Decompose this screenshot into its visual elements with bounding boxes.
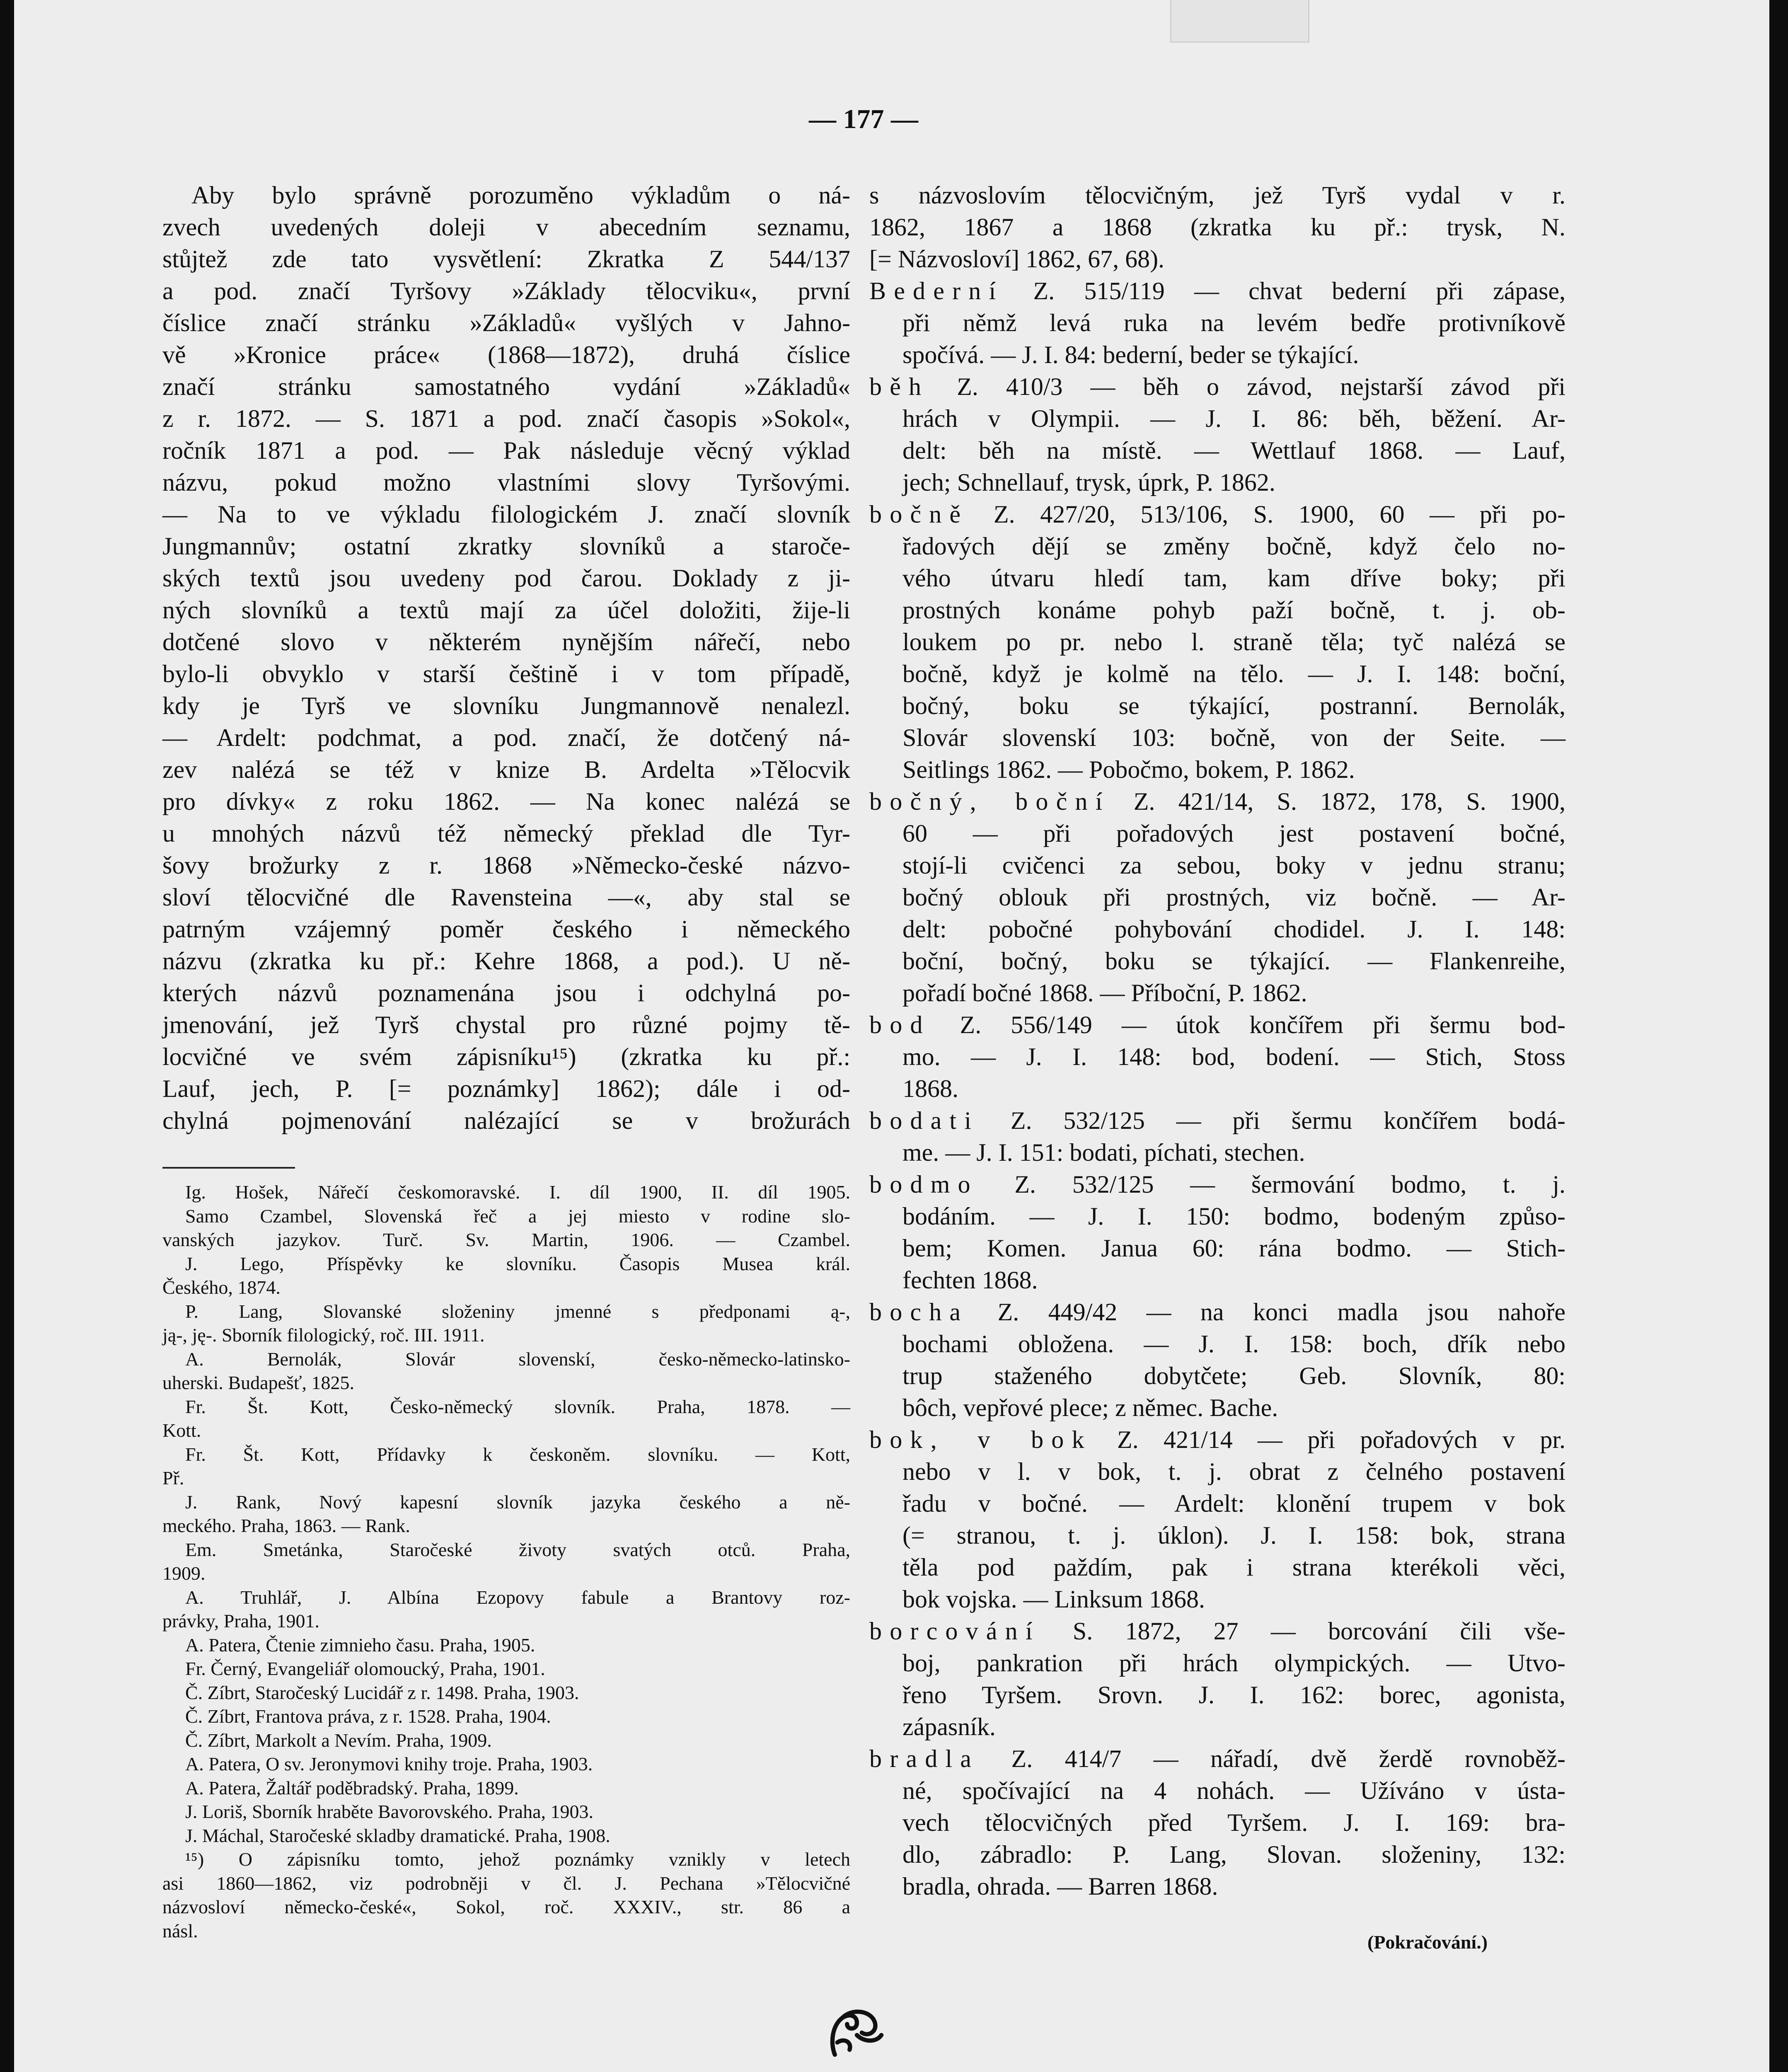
entry-first-line: bodati Z. 532/125 — při šermu končířem bodá- <box>869 1107 1565 1134</box>
entry-line: delt: běh na místě. — Wettlauf 1868. — Lauf, <box>902 437 1565 464</box>
footnote-line: J. Rank, Nový kapesní slovník jazyka českého a ně- <box>185 1491 850 1513</box>
footnote-line: uherski. Budapešť, 1825. <box>162 1372 354 1393</box>
entry-line: bok vojska. — Linksum 1868. <box>902 1585 1205 1613</box>
body-line: stůjtež zde tato vysvětlení: Zkratka Z 544/137 <box>162 245 850 273</box>
footnote-line: Fr. Št. Kott, Česko-německý slovník. Praha, 1878. — <box>185 1396 850 1417</box>
footnote-line: ¹⁵) O zápisníku tomto, jehož poznámky vznikly v letech <box>185 1849 850 1870</box>
body-line: ských textů jsou uvedeny pod čarou. Doklady z ji- <box>162 564 850 592</box>
entry-line: hrách v Olympii. — J. I. 86: běh, běžení. Ar- <box>902 405 1565 432</box>
body-line: ročník 1871 a pod. — Pak následuje věcný výklad <box>162 437 850 464</box>
footnote-line: A. Patera, O sv. Jeronymovi knihy troje. Praha, 1903. <box>185 1753 593 1774</box>
footnote-line: J. Máchal, Staročeské skladby dramatické. Praha, 1908. <box>185 1825 610 1846</box>
footnote-line: A. Truhlář, J. Albína Ezopovy fabule a Brantovy roz- <box>185 1586 850 1608</box>
entry-first-line: borcování S. 1872, 27 — borcování čili vše- <box>869 1617 1565 1645</box>
entry-headword: bod <box>869 1011 931 1038</box>
intro-line: s názvoslovím tělocvičným, jež Tyrš vydal v r. <box>869 182 1565 209</box>
entry-line: bem; Komen. Janua 60: rána bodmo. — Stich- <box>902 1234 1565 1262</box>
entry-headword: bodmo <box>869 1171 978 1198</box>
footnote-line: A. Bernolák, Slovár slovenskí, česko-německo-latinsko- <box>185 1348 850 1370</box>
body-line: zev nalézá se též v knize B. Ardelta »Tělocvik <box>162 756 850 783</box>
entry-line: bradla, ohrada. — Barren 1868. <box>902 1873 1218 1900</box>
body-line: značí stránku samostatného vydání »Základů« <box>162 373 850 400</box>
entry-headword: bočně <box>869 501 969 528</box>
footnote-line: J. Lego, Příspěvky ke slovníku. Časopis Musea král. <box>185 1253 850 1274</box>
page-number: — 177 — <box>809 104 918 134</box>
footnote-line: názvosloví německo-české«, Sokol, roč. XXXIV., str. 86 a <box>162 1896 850 1917</box>
footnote-line: vanských jazykov. Turč. Sv. Martin, 1906. — Czambel. <box>162 1229 850 1250</box>
body-line: názvu (zkratka ku př.: Kehre 1868, a pod.). U ně- <box>162 947 850 975</box>
entry-line: řadu v bočné. — Ardelt: klonění trupem v bok <box>902 1490 1565 1517</box>
footnote-line: meckého. Praha, 1863. — Rank. <box>162 1515 410 1536</box>
entry-line: řeno Tyršem. Srovn. J. I. 162: borec, agonista, <box>902 1681 1565 1709</box>
entry-first-line: běh Z. 410/3 — běh o závod, nejstarší závod při <box>869 373 1565 400</box>
entry-headword: bočný, boční <box>869 788 1111 815</box>
entry-first-line: bocha Z. 449/42 — na konci madla jsou nahoře <box>869 1298 1565 1326</box>
entry-line: Slovár slovenskí 103: bočně, von der Seite. — <box>902 724 1565 751</box>
entry-line: 60 — při pořadových jest postavení bočné, <box>902 820 1565 847</box>
body-line: patrným vzájemný poměr českého i německého <box>162 915 850 943</box>
intro-line: [= Názvosloví] 1862, 67, 68). <box>869 245 1165 273</box>
entry-line: spočívá. — J. I. 84: bederní, beder se týkající. <box>902 341 1359 368</box>
entry-line: pořadí bočné 1868. — Příboční, P. 1862. <box>902 979 1307 1007</box>
entry-line: stojí-li cvičenci za sebou, boky v jednu stranu; <box>902 852 1565 879</box>
entry-headword: bok, v bok <box>869 1426 1092 1453</box>
entry-headword: bradla <box>869 1745 980 1772</box>
body-line: bylo-li obvyklo v starší češtině i v tom případě, <box>162 660 850 687</box>
entry-first-line: bok, v bok Z. 421/14 — při pořadových v pr. <box>869 1426 1566 1453</box>
entry-line: 1868. <box>902 1075 958 1102</box>
printer-ornament-icon <box>825 2006 887 2060</box>
entry-line: nebo v l. v bok, t. j. obrat z čelného postavení <box>902 1458 1565 1485</box>
entry-line: těla pod paždím, pak i strana kterékoli věci, <box>902 1554 1565 1581</box>
footnote-rule <box>162 1167 295 1169</box>
body-line: locvičné ve svém zápisníku¹⁵) (zkratka ku př.: <box>162 1043 850 1070</box>
body-line: a pod. značí Tyršovy »Základy tělocviku«, první <box>162 277 850 305</box>
body-line: z r. 1872. — S. 1871 a pod. značí časopis »Sokol«, <box>162 405 850 432</box>
entry-line: (= stranou, t. j. úklon). J. I. 158: bok, strana <box>902 1522 1565 1549</box>
body-line: šovy brožurky z r. 1868 »Německo-české názvo- <box>162 852 850 879</box>
entry-line: vech tělocvičných před Tyršem. J. I. 169: bra- <box>902 1809 1565 1836</box>
intro-line: 1862, 1867 a 1868 (zkratka ku př.: trysk, N. <box>869 213 1565 241</box>
footnote-line: Českého, 1874. <box>162 1277 281 1298</box>
entry-line: né, spočívající na 4 nohách. — Užíváno v ústa- <box>902 1777 1565 1804</box>
footnote-line: Př. <box>162 1467 184 1489</box>
body-line: jmenování, jež Tyrš chystal pro různé pojmy tě- <box>162 1011 850 1038</box>
footnote-line: Č. Zíbrt, Frantova práva, z r. 1528. Praha, 1904. <box>185 1706 551 1727</box>
entry-first-line: Bederní Z. 515/119 — chvat bederní při zápase, <box>869 277 1565 305</box>
entry-line: bochami obložena. — J. I. 158: boch, dřík nebo <box>902 1330 1565 1358</box>
footnote-line: Fr. Št. Kott, Přídavky k českoněm. slovníku. — Kott, <box>185 1443 850 1465</box>
body-line: — Ardelt: podchmat, a pod. značí, že dotčený ná- <box>162 724 850 751</box>
footnote-line: 1909. <box>162 1563 206 1584</box>
entry-headword: borcování <box>869 1617 1040 1645</box>
entry-line: delt: pobočné pohybování chodidel. J. I. 148: <box>902 915 1565 943</box>
body-line: — Na to ve výkladu filologickém J. značí slovník <box>162 501 850 528</box>
entry-line: Seitlings 1862. — Pobočmo, bokem, P. 1862. <box>902 756 1355 783</box>
entry-line: trup staženého dobytčete; Geb. Slovník, 80: <box>902 1362 1565 1389</box>
entry-first-line: bod Z. 556/149 — útok končířem při šermu bod- <box>869 1011 1565 1038</box>
entry-line: řadových dějí se změny bočně, když čelo no- <box>902 533 1565 560</box>
entry-line: bodáním. — J. I. 150: bodmo, bodeným způso- <box>902 1203 1565 1230</box>
entry-line: fechten 1868. <box>902 1266 1038 1294</box>
footnote-line: Č. Zíbrt, Staročeský Lucidář z r. 1498. Praha, 1903. <box>185 1682 579 1703</box>
entry-line: boj, pankration při hrách olympických. — Utvo- <box>902 1649 1565 1677</box>
entry-line: při němž levá ruka na levém bedře protivníkově <box>902 309 1565 336</box>
entry-line: me. — J. I. 151: bodati, píchati, stechen. <box>902 1139 1305 1166</box>
body-line: sloví tělocvičné dle Ravensteina —«, aby stal se <box>162 884 850 911</box>
entry-line: dlo, zábradlo: P. Lang, Slovan. složeniny, 132: <box>902 1841 1565 1868</box>
entry-headword: bodati <box>869 1107 980 1134</box>
body-line: chylná pojmenování nalézající se v brožurách <box>162 1107 850 1134</box>
entry-line: bočný, boku se týkající, postranní. Bernolák, <box>902 692 1565 719</box>
footnote-line: Kott. <box>162 1420 201 1441</box>
body-line: zvech uvedených doleji v abecedním seznamu, <box>162 213 850 241</box>
body-line: pro dívky« z roku 1862. — Na konec nalézá se <box>162 788 850 815</box>
entry-headword: Bederní <box>869 277 1004 305</box>
body-line: u mnohých názvů též německý překlad dle Tyr- <box>162 820 850 847</box>
footnote-line: A. Patera, Čtenie zimnieho času. Praha, 1905. <box>185 1634 535 1656</box>
footnote-line: J. Loriš, Sborník hraběte Bavorovského. Praha, 1903. <box>185 1801 594 1822</box>
body-line: Jungmannův; ostatní zkratky slovníků a staroče- <box>162 533 850 560</box>
footnote-line: Fr. Černý, Evangeliář olomoucký, Praha, 1901. <box>185 1658 545 1679</box>
body-line: Lauf, jech, P. [= poznámky] 1862); dále i od- <box>162 1075 850 1102</box>
entry-line: vého útvaru hledí tam, kam dříve boky; při <box>902 564 1565 592</box>
entry-line: boční, bočný, boku se týkající. — Flankenreihe, <box>902 947 1565 975</box>
entry-first-line: bodmo Z. 532/125 — šermování bodmo, t. j. <box>869 1171 1565 1198</box>
entry-headword: běh <box>869 373 929 400</box>
footnote-line: A. Patera, Žaltář poděbradský. Praha, 1899. <box>185 1777 519 1798</box>
body-line: kdy je Tyrš ve slovníku Jungmannově nenalezl. <box>162 692 850 719</box>
scanned-page <box>14 0 1769 2072</box>
entry-first-line: bočně Z. 427/20, 513/106, S. 1900, 60 — při po- <box>869 501 1565 528</box>
footnote-line: právky, Praha, 1901. <box>162 1610 319 1631</box>
footnote-line: násl. <box>162 1920 198 1941</box>
entry-line: loukem po pr. nebo l. straně těla; tyč nalézá se <box>902 628 1565 656</box>
entry-line: jech; Schnellauf, trysk, úprk, P. 1862. <box>902 469 1275 496</box>
body-line: dotčené slovo v některém nynějším nářečí, nebo <box>162 628 850 656</box>
entry-first-line: bočný, boční Z. 421/14, S. 1872, 178, S. 1900, <box>869 788 1565 815</box>
footnote-line: P. Lang, Slovanské složeniny jmenné s předponami ą-, <box>185 1300 850 1322</box>
entry-line: zápasník. <box>902 1713 996 1740</box>
body-line: Aby bylo správně porozuměno výkladům o ná- <box>191 182 850 209</box>
body-line: kterých názvů poznamenána jsou i odchylná po- <box>162 979 850 1007</box>
entry-line: bočně, když je kolmě na tělo. — J. I. 148: boční, <box>902 660 1565 687</box>
entry-line: bôch, vepřové plece; z němec. Bache. <box>902 1394 1278 1421</box>
body-line: ných slovníků a textů mají za účel doložiti, žije-li <box>162 596 850 624</box>
entry-headword: bocha <box>869 1298 969 1326</box>
scanner-mark <box>1170 0 1309 43</box>
footnote-line: Ig. Hošek, Nářečí českomoravské. I. díl 1900, II. díl 1905. <box>185 1181 850 1203</box>
continuation-note: (Pokračování.) <box>1367 1932 1488 1953</box>
footnote-line: Č. Zíbrt, Markolt a Nevím. Praha, 1909. <box>185 1729 492 1751</box>
entry-line: bočný oblouk při prostných, viz bočně. — Ar- <box>902 884 1565 911</box>
footnote-line: Em. Smetánka, Staročeské životy svatých otců. Praha, <box>185 1539 850 1560</box>
entry-line: prostných konáme pohyb paží bočně, t. j. ob- <box>902 596 1565 624</box>
footnote-line: asi 1860—1862, viz podrobněji v čl. J. Pechana »Tělocvičné <box>162 1872 850 1894</box>
entry-first-line: bradla Z. 414/7 — nářadí, dvě žerdě rovnoběž- <box>869 1745 1565 1772</box>
footnote-line: ją-, ję-. Sborník filologický, roč. III. 1911. <box>162 1324 485 1346</box>
entry-line: mo. — J. I. 148: bod, bodení. — Stich, Stoss <box>902 1043 1565 1070</box>
body-line: názvu, pokud možno vlastními slovy Tyršovými. <box>162 469 850 496</box>
footnote-line: Samo Czambel, Slovenská řeč a jej miesto v rodine slo- <box>185 1205 850 1227</box>
body-line: vě »Kronice práce« (1868—1872), druhá číslice <box>162 341 850 368</box>
body-line: číslice značí stránku »Základů« vyšlých v Jahno- <box>162 309 850 336</box>
